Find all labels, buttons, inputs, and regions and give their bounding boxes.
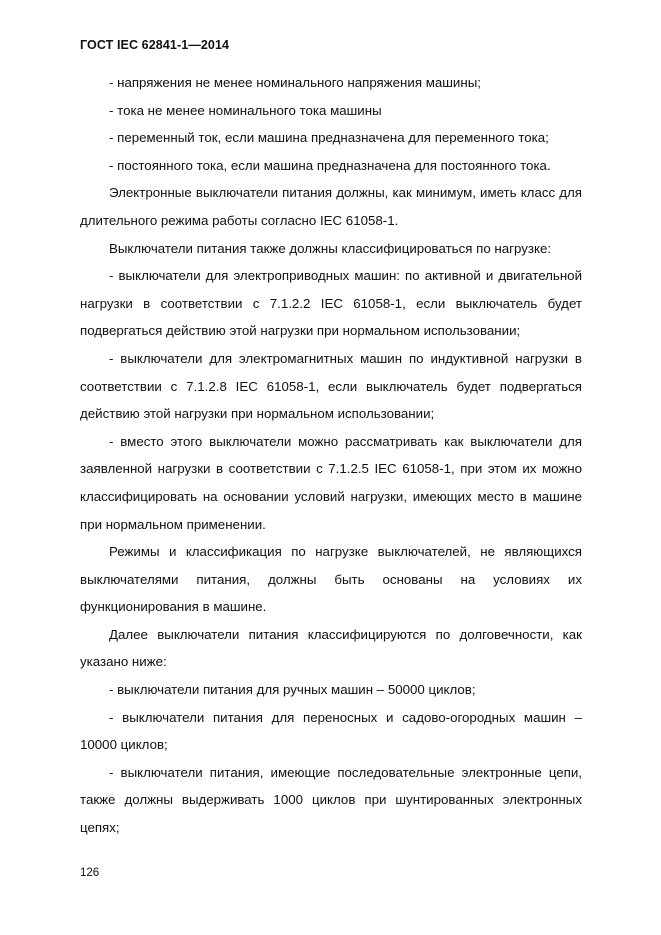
paragraph: Выключатели питания также должны классифицироваться по нагрузке: — [109, 240, 552, 256]
paragraph: - выключатели для электромагнитных машин по индуктивной нагрузки в соответствии с 7.1.2.8 IEC 61058-1, если выключатель будет подвергаться действию этой нагрузки при нормальном использовании; — [80, 350, 582, 422]
paragraph: - постоянного тока, если машина предназначена для постоянного тока. — [109, 157, 551, 173]
paragraph: - выключатели для электроприводных машин: по активной и двигательной нагрузки в соответствии с 7.1.2.2 IEC 61058-1, если выключатель будет подвергаться действию этой нагрузки при нормальном использовании; — [80, 268, 582, 339]
paragraph: Электронные выключатели питания должны, как минимум, иметь класс для длительного режима работы согласно IEC 61058-1. — [80, 185, 582, 228]
page-number: 126 — [80, 867, 100, 879]
paragraph: Режимы и классификация по нагрузке выключателей, не являющихся выключателями питания, должны быть основаны на условиях их функционирования в машине. — [80, 544, 582, 615]
paragraph: - вместо этого выключатели можно рассматривать как выключатели для заявленной нагрузки в соответствии с 7.1.2.5 IEC 61058-1, при этом их можно классифицировать на основании условий нагрузки, имеющих место в машине при нормальном применении. — [80, 433, 582, 532]
paragraph: - переменный ток, если машина предназначена для переменного тока; — [109, 130, 549, 146]
document-body — [80, 69, 582, 842]
paragraph: - выключатели питания для ручных машин – 50000 циклов; — [109, 682, 476, 698]
paragraph: - тока не менее номинального тока машины — [109, 102, 382, 118]
paragraph: - выключатели питания, имеющие последовательные электронные цепи, также должны выдерживать 1000 циклов при шунтированных электронных цепях; — [80, 764, 582, 836]
document-header: ГОСТ IEC 62841-1—2014 — [80, 38, 230, 52]
paragraph: - напряжения не менее номинального напряжения машины; — [109, 75, 481, 90]
paragraph: - выключатели питания для переносных и садово-огородных машин – 10000 циклов; — [80, 709, 582, 753]
paragraph: Далее выключатели питания классифицируются по долговечности, как указано ниже: — [80, 626, 582, 670]
